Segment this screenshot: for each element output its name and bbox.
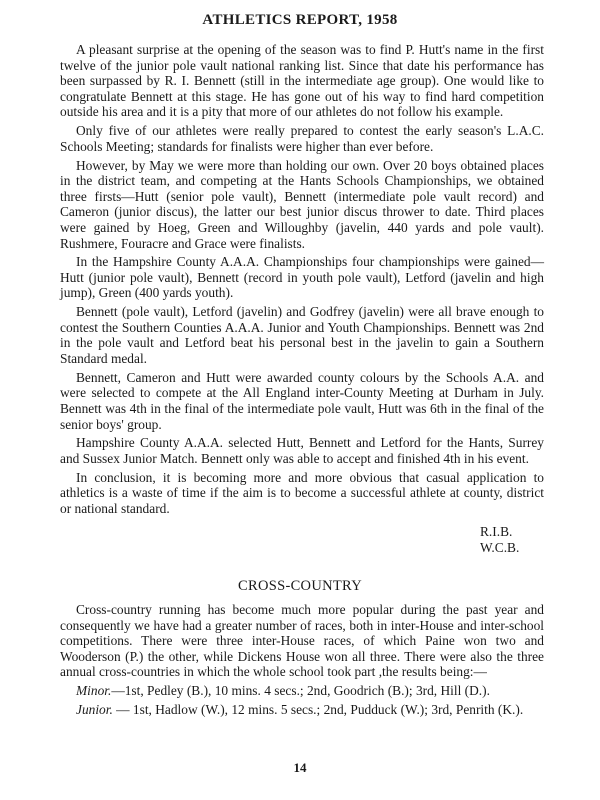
athletics-report-body xyxy=(60,42,544,520)
report-paragraph-6: Bennett, Cameron and Hutt were awarded county colours by the Schools A.A. and were selected to compete at the All England inter-County Meeting at Durham in July. Bennett was 4th in the final of the intermediate pole vault, Hutt was 6th in the final of the senior boys' group. xyxy=(60,369,544,432)
page-number: 14 xyxy=(293,760,307,775)
report-paragraph-3: However, by May we were more than holding our own. Over 20 boys obtained places in the district team, and competing at the Hants Schools Championships, we obtained three firsts—Hutt (senior pole vault), Bennett (intermediate pole vault record) and Cameron (junior discus), the latter our best junior discus thrower to date. Third places were gained by Hoeg, Green and Willoughby (javelin, 440 yards and pole vault). Rushmere, Fouracre and Grace were finalists. xyxy=(60,157,544,251)
report-title: ATHLETICS REPORT, 1958 xyxy=(202,12,398,28)
cross-country-body xyxy=(60,602,544,721)
minor-label: Minor. xyxy=(76,683,112,699)
cross-country-intro: Cross-country running has become much more popular during the past year and consequently we have had a greater number of races, both in inter-House and inter-school competitions. There were three inter-House races, of which Paine won two and Wooderson (P.) the other, while Dickens House won all three. There were also the three annual cross-countries in which the whole school took part ,the results being:— xyxy=(60,602,544,680)
signature-initials-2: W.C.B. xyxy=(480,540,520,555)
signature-block xyxy=(480,524,560,556)
junior-result-text: — 1st, Hadlow (W.), 12 mins. 5 secs.; 2nd, Pudduck (W.); 3rd, Penrith (K.). xyxy=(112,701,524,717)
report-paragraph-5: Bennett (pole vault), Letford (javelin) and Godfrey (javelin) were all brave enough to contest the Southern Counties A.A.A. Junior and Youth Championships. Bennett was 2nd in the pole vault and Letford beat his personal best in the javelin to gain a Southern Standard medal. xyxy=(60,304,544,367)
report-paragraph-7: Hampshire County A.A.A. selected Hutt, Bennett and Letford for the Hants, Surrey and Sussex Junior Match. Bennett only was able to accept and finished 4th in his event. xyxy=(60,435,544,466)
report-paragraph-8: In conclusion, it is becoming more and more obvious that casual application to athletics is a waste of time if the aim is to become a successful athlete at county, district or national standard. xyxy=(60,469,544,516)
junior-label: Junior. xyxy=(76,701,113,717)
report-paragraph-4: In the Hampshire County A.A.A. Championships four championships were gained—Hutt (junior pole vault), Bennett (record in youth pole vault), Letford (javelin and high jump), Green (400 yards youth). xyxy=(60,254,544,301)
minor-result-text: —1st, Pedley (B.), 10 mins. 4 secs.; 2nd, Goodrich (B.); 3rd, Hill (D.). xyxy=(111,683,490,699)
cross-country-title: CROSS-COUNTRY xyxy=(238,578,362,594)
minor-result xyxy=(60,683,544,699)
report-paragraph-2: Only five of our athletes were really prepared to contest the early season's L.A.C. Schools Meeting; standards for finalists were higher than ever before. xyxy=(60,123,544,154)
junior-result xyxy=(60,702,544,718)
signature-initials-1: R.I.B. xyxy=(480,524,513,539)
report-paragraph-1: A pleasant surprise at the opening of the season was to find P. Hutt's name in the first twelve of the junior pole vault national ranking list. Since that date his performance has been surpassed by R. I. Bennett (still in the intermediate age group). One would like to congratulate Bennett at this stage. He has gone out of his way to find hard competition outside his area and it is a pity that more of our athletes do not follow his example. xyxy=(60,42,544,120)
